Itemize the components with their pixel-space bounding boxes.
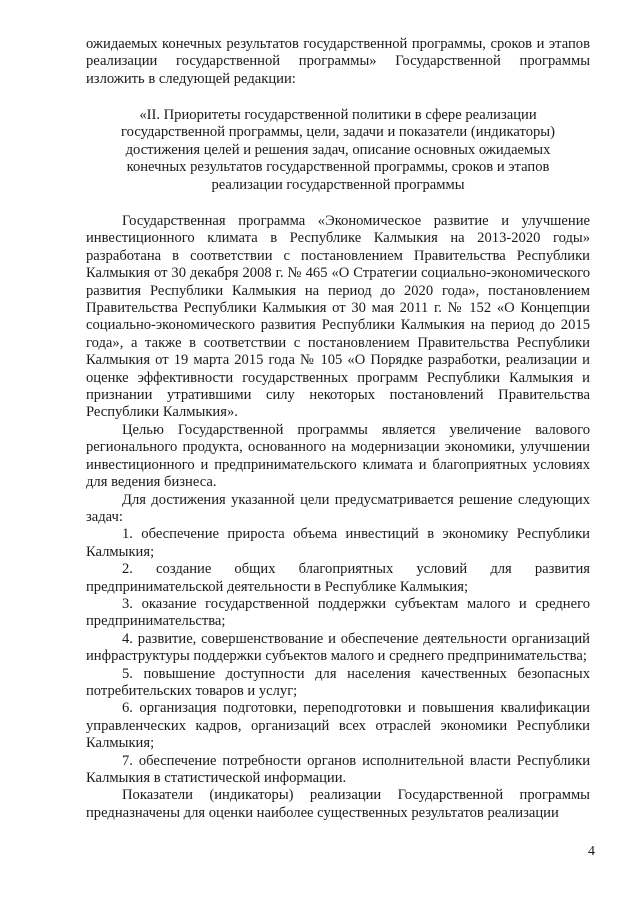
- paragraph-goal: Целью Государственной программы является увеличение валового регионального продукта, основанного на модернизации экономики, улучшении инвестиционного и предпринимательского климата и благоприятных условиях для ведения бизнеса.: [86, 421, 590, 491]
- main-text: [86, 213, 590, 822]
- task-item-6: 6. организация подготовки, переподготовки и повышения квалификации управленческих кадров, организаций всех отраслей экономики Республики Калмыкия;: [86, 700, 590, 752]
- section-heading: «II. Приоритеты государственной политики в сфере реализации государственной программы, цели, задачи и показатели (индикаторы) достижения целей и решения задач, описание основных ожидаемых конечных результатов государственной программы, сроков и этапов реализации государственной программы: [121, 107, 555, 193]
- paragraph-tasks-intro: Для достижения указанной цели предусматривается решение следующих задач:: [86, 491, 590, 525]
- task-item-2: 2. создание общих благоприятных условий для развития предпринимательской деятельности в Республике Калмыкия;: [86, 561, 590, 595]
- intro-paragraph: ожидаемых конечных результатов государственной программы, сроков и этапов реализации государственной программы» Государственной программы изложить в следующей редакции:: [86, 36, 590, 87]
- paragraph-legal-basis: Государственная программа «Экономическое развитие и улучшение инвестиционного климата в Республике Калмыкия на 2013-2020 годы» разработана в соответствии с постановлением Правительства Республики Калмыкия от 30 декабря 2008 г. № 465 «О Стратегии социально-экономического развития Республики Калмыкия на период до 2020 года», постановлением Правительства Республики Калмыкия от 30 мая 2011 г. № 152 «О Концепции социально-экономического развития Республики Калмыкия на период до 2015 года», а также в соответствии с постановлением Правительства Республики Калмыкия от 19 марта 2015 года № 105 «О Порядке разработки, реализации и оценке эффективности государственных программ Республики Калмыкия и признании утратившими силу некоторых постановлений Правительства Республики Калмыкия».: [86, 213, 590, 421]
- paragraph-indicators: Показатели (индикаторы) реализации Государственной программы предназначены для оценки наиболее существенных результатов реализации: [86, 787, 590, 821]
- task-item-7: 7. обеспечение потребности органов исполнительной власти Республики Калмыкия в статистической информации.: [86, 752, 590, 786]
- task-item-4: 4. развитие, совершенствование и обеспечение деятельности организаций инфраструктуры поддержки субъектов малого и среднего предпринимательства;: [86, 630, 590, 665]
- task-item-1: 1. обеспечение прироста объема инвестиций в экономику Республики Калмыкия;: [86, 526, 590, 560]
- page-number: 4: [588, 844, 595, 859]
- task-item-5: 5. повышение доступности для населения качественных безопасных потребительских товаров и услуг;: [86, 665, 590, 699]
- task-item-3: 3. оказание государственной поддержки субъектам малого и среднего предпринимательства;: [86, 595, 590, 630]
